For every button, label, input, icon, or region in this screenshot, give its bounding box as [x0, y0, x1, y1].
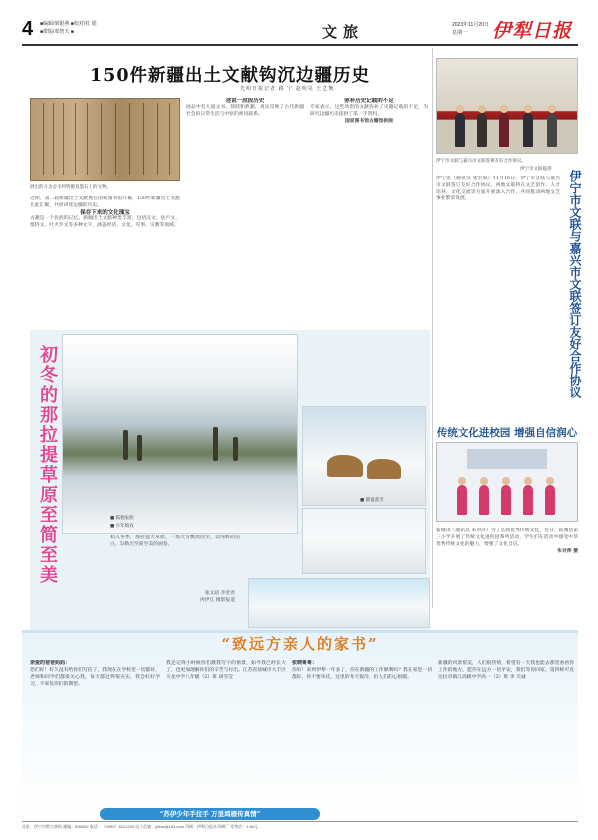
- story2-text: [436, 528, 578, 612]
- tree-shape: [123, 430, 128, 460]
- person-figure: [477, 113, 487, 147]
- photo-label: ■ 静谧落雪: [360, 498, 384, 503]
- article-subhead: 弥补历史记载的不足: [344, 98, 394, 104]
- article-subhead: 保存下来的文化瑰宝: [80, 209, 130, 216]
- letters-slogan: “苏伊少年手拉手 万里鸿雁传真情”: [100, 808, 320, 820]
- newspaper-logo: 伊犁日报: [492, 20, 573, 42]
- photo-label: ■ 少年嬉戏: [110, 524, 134, 529]
- article-column: [30, 196, 180, 324]
- tree-shape: [213, 427, 218, 461]
- tree-shape: [137, 435, 142, 461]
- letter-column: [166, 660, 286, 805]
- student-figure: [457, 485, 467, 515]
- manuscript-text-line: [43, 103, 44, 175]
- article-column: [186, 98, 304, 324]
- letter-salutation: 亲爱的爸爸妈妈：: [30, 660, 71, 666]
- ceremony-caption: 伊宁市文联与嘉兴市文联签署友好合作协议。: [436, 159, 526, 164]
- manuscript-text-line: [101, 103, 102, 175]
- page-header: [22, 18, 578, 42]
- person-figure: [499, 113, 509, 147]
- person-figure: [523, 113, 533, 147]
- camel-shape: [327, 455, 363, 477]
- page-number: 4: [22, 18, 34, 40]
- article-column: [310, 98, 428, 324]
- article-paragraph: 古籍是一个民族的记忆。新疆出土文献种类丰富，包括汉文、佉卢文、粟特文、吐火罗文等多种文字，涵盖经济、文化、军事、宗教等领域。: [30, 216, 180, 229]
- story2-credit: 朱对萍 摄: [557, 548, 578, 555]
- snow-landscape-photo: [248, 578, 430, 628]
- photo-label: ■ 狐狸家族: [110, 516, 134, 521]
- letter-body: 我还记得小时候你们教我写字的情景，如今我已经长大了，也更加理解你们的辛苦与付出。江苏省盐城市大丰区斗龙中学八年级（2）班 胡雪莹: [166, 661, 286, 680]
- manuscript-text-line: [87, 103, 88, 175]
- letter-body: 您们好！好久没有给你们写信了，我现在在学校里一切都好，老师和同学们都很关心我，每天都过得很充实。我会好好学习，不辜负你们的期望。: [30, 668, 160, 687]
- article-paragraph: 专家表示，这些珍贵的文献弥补了史籍记载的不足，为研究边疆历史提供了第一手资料。: [310, 104, 428, 117]
- letter-body: 新疆的风景很美，人们很热情，希望有一天我也能去那里看看你工作的地方。愿你在远方一切平安，我们等你回家。第四师可克达拉市镇江高级中学高一（3）班 李 天诚: [438, 661, 574, 680]
- tree-shape: [233, 437, 238, 461]
- person-figure: [547, 113, 557, 147]
- manuscript-text-line: [143, 103, 144, 175]
- header-rule: [22, 44, 578, 46]
- article-paragraph: 展品中有大量文书、简牍和典籍，真实反映了古代新疆社会的日常生活与中原的密切联系。: [186, 104, 304, 117]
- classroom-board: [467, 449, 547, 469]
- vertical-headline: 伊宁市文联与嘉兴市文联签订友好合作协议: [568, 170, 582, 398]
- letter-column: [292, 660, 432, 805]
- poem-title: 初冬的那拉提草原至简至美: [37, 345, 58, 585]
- footer-rule: [22, 821, 578, 822]
- student-figure: [479, 485, 489, 515]
- photo-credit: 伊宁市文联提供: [520, 167, 552, 172]
- author-line: 张文超 李金善: [204, 591, 235, 596]
- grassland-photo: [62, 334, 298, 534]
- right-article-text: 伊宁讯（通讯员 张宏斌）11月16日，伊宁市文联与嘉兴市文联签订友好合作协议，两地文联将在文艺创作、人才培养、文化交流等方面开展深入合作，共同推动两地文艺事业繁荣发展。: [436, 176, 560, 202]
- editor-credits: [40, 20, 97, 36]
- letter-column: [30, 660, 160, 805]
- snow-photo: [302, 508, 426, 574]
- page-footer: 社址：伊宁市斯大林街 邮编：835000 电话：（0999）8121233 电子信箱：ylrbw@163.com 印刷：伊犁日报社印刷厂 零售价：1.50元: [22, 824, 258, 829]
- manuscript-text-line: [63, 103, 64, 175]
- manuscript-caption: 展出的斗舍舍羊阿特鄯真墨石上的文物。: [30, 185, 111, 190]
- story2-headline: 传统文化进校园 增强自信润心: [436, 427, 578, 439]
- weekday-line: 星期一: [452, 30, 468, 36]
- manuscript-text-line: [129, 103, 130, 175]
- student-figure: [523, 485, 533, 515]
- signing-ceremony-photo: [436, 58, 578, 154]
- story2-paragraph: 霍城讯（通讯员 朱对萍）为了弘扬优秀传统文化，近日，霍城县第三小学开展了传统文化进校园系列活动，学生们在活动中感受中华优秀传统文化的魅力，增强了文化自信。: [436, 528, 578, 547]
- section-title: 文旅: [322, 23, 365, 41]
- manuscript-text-line: [75, 103, 76, 175]
- column-divider: [432, 48, 433, 608]
- camel-shape: [367, 459, 401, 479]
- author-line: 冉伊江 摄影报道: [199, 598, 235, 603]
- main-headline: 150件新疆出土文献钩沉边疆历史: [89, 66, 371, 86]
- letter-column: [438, 660, 574, 805]
- camel-photo: [302, 406, 426, 506]
- manuscript-text-line: [157, 103, 158, 175]
- article-paragraph: 近期，第二届新疆出土文献展在国家图书馆开幕，150件新疆出土文献在此汇聚，共同讲述边疆的历史。: [30, 196, 180, 208]
- issue-date: [452, 21, 489, 37]
- editor-line: ■编辑/梁银燕 ■校对/杜 娟: [40, 21, 97, 27]
- manuscript-text-line: [53, 103, 54, 175]
- manuscript-text-line: [169, 103, 170, 175]
- student-figure: [545, 485, 555, 515]
- poem-text: 初入冬季，那拉提大草原，一场大雪飘然而至，以纯粹的洁白，勾勒出至简至美的画卷。: [110, 535, 240, 547]
- letter-body: 你好！来到伊犁一年多了，你在新疆的工作顺利吗？我在家里一切都好，你不要牵挂。这里的冬天很冷，但人们的心很暖。: [292, 668, 432, 680]
- poem-author: [155, 590, 235, 604]
- letter-salutation: 张晓哥哥：: [292, 660, 318, 666]
- letters-title: “致远方亲人的家书”: [221, 635, 379, 653]
- classroom-photo: [436, 442, 578, 522]
- student-figure: [501, 485, 511, 515]
- article-subhead: 述说一段段历史: [225, 98, 265, 104]
- related-note: 国家图书馆古籍馆供图: [345, 118, 393, 125]
- editor-line: ■排版/邓智天 ■: [40, 29, 74, 35]
- date-line: 2023年11月20日: [452, 22, 489, 28]
- main-byline: 光明日报记者 路 宁 赵明昊 王艺衡: [240, 86, 335, 92]
- manuscript-text-line: [115, 103, 116, 175]
- manuscript-photo: [30, 98, 180, 181]
- person-figure: [455, 113, 465, 147]
